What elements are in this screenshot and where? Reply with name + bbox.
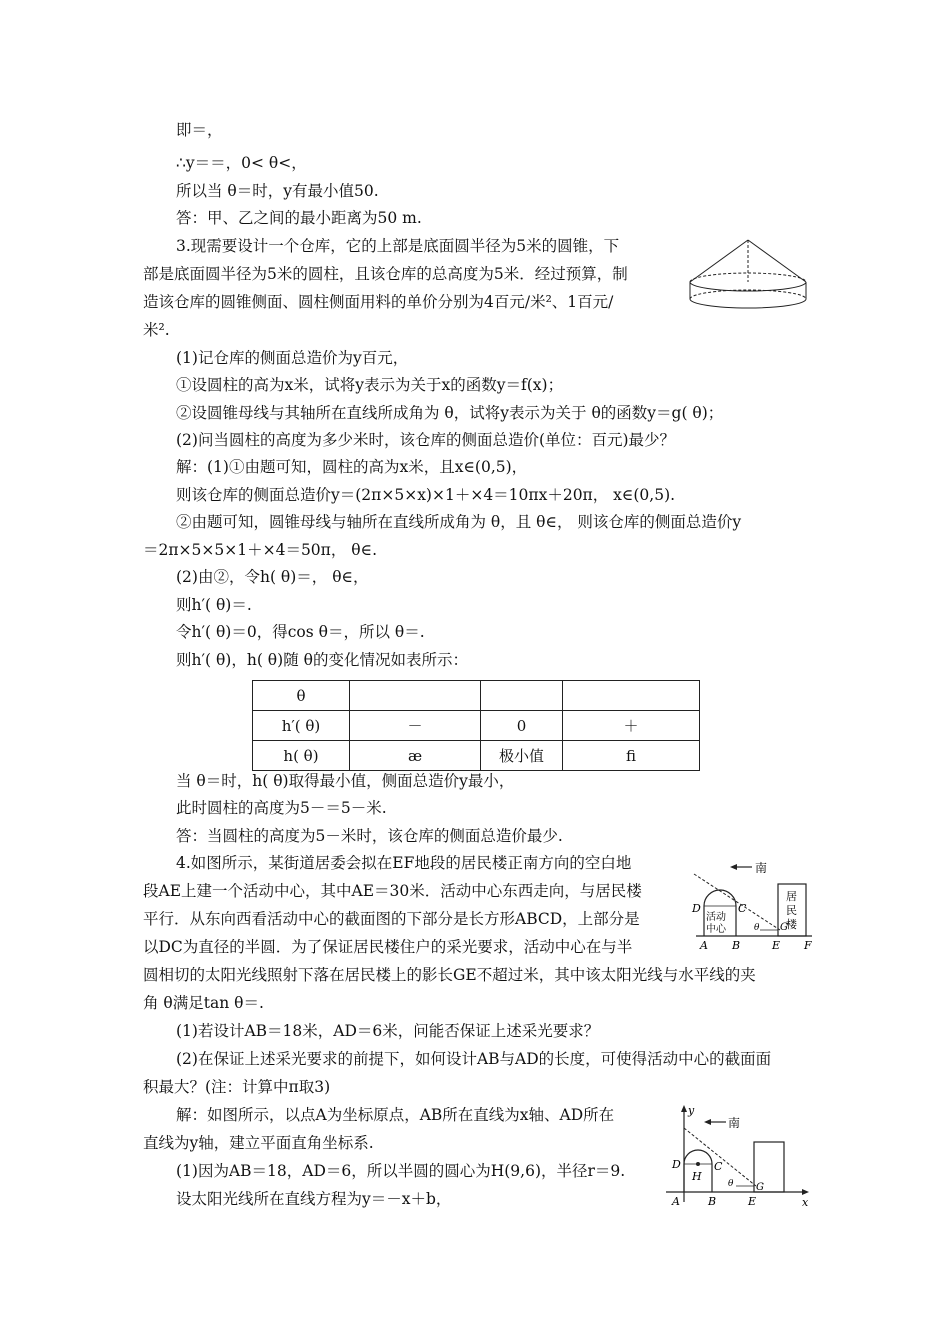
text-line: 令h′( θ)＝0，得cos θ＝，所以 θ＝. xyxy=(176,623,425,641)
text-line: ①设圆柱的高为x米，试将y表示为关于x的函数y＝f(x)； xyxy=(176,376,564,394)
label-c: C xyxy=(738,902,747,915)
bottom-ellipse xyxy=(690,299,806,308)
text-line: 此时圆柱的高度为5－＝5－米. xyxy=(176,799,387,817)
table-cell: ＋ xyxy=(563,711,700,741)
table-row xyxy=(253,741,700,771)
problem-4-line: 4.如图所示，某街道居委会拟在EF地段的居民楼正南方向的空白地 xyxy=(176,854,632,872)
label-e: E xyxy=(748,1195,757,1208)
text-line: 直线为y轴，建立平面直角坐标系. xyxy=(143,1134,374,1152)
label-b: B xyxy=(708,1195,717,1208)
text-line: 当 θ＝时，h( θ)取得最小值，侧面总造价y最小， xyxy=(176,772,515,790)
cone-side xyxy=(748,240,806,282)
south-arrow-icon xyxy=(704,1119,726,1125)
y-axis-arrow-icon xyxy=(681,1105,687,1112)
text-line: 积最大？(注：计算中π取3) xyxy=(143,1078,331,1096)
theta-label: θ xyxy=(754,923,760,933)
text-line: 解：(1)①由题可知，圆柱的高为x米，且x∈(0,5)， xyxy=(176,458,528,476)
label-g: G xyxy=(780,922,788,933)
text-line: 则h′( θ)＝. xyxy=(176,596,252,614)
theta-label: θ xyxy=(728,1179,734,1189)
text-line: 则该仓库的侧面总造价y＝(2π×5×x)×1＋×4＝10πx＋20π， x∈(0,5). xyxy=(176,486,676,504)
table-cell: θ xyxy=(253,681,350,711)
label-x: x xyxy=(802,1196,809,1209)
label-a: A xyxy=(672,1195,680,1208)
table-cell: h( θ) xyxy=(253,741,350,771)
problem-4-line: 角 θ满足tan θ＝. xyxy=(143,994,264,1012)
label-d: D xyxy=(692,902,701,915)
text-line: 所以当 θ＝时，y有最小值50. xyxy=(176,182,379,200)
warehouse-shape xyxy=(690,240,806,308)
south-label: 南 xyxy=(728,1116,741,1130)
label-c: C xyxy=(714,1160,723,1173)
base-ellipse-front xyxy=(690,282,806,291)
building-label-3: 楼 xyxy=(786,918,797,931)
text-line: 设太阳光线所在直线方程为y＝－x＋b， xyxy=(176,1190,452,1208)
text-line: (2)问当圆柱的高度为多少米时，该仓库的侧面总造价(单位：百元)最少？ xyxy=(176,431,676,449)
text-line: 答：甲、乙之间的最小距离为50 m. xyxy=(176,209,422,227)
south-label: 南 xyxy=(755,861,768,875)
activity-center-figure xyxy=(688,858,818,954)
text-line: (1)若设计AB＝18米，AD＝6米，问能否保证上述采光要求？ xyxy=(176,1022,600,1040)
text-line: (1)记仓库的侧面总造价为y百元， xyxy=(176,349,409,367)
label-b: B xyxy=(732,939,741,952)
problem-3-line: 造该仓库的圆锥侧面、圆柱侧面用料的单价分别为4百元/米²、1百元/ xyxy=(143,293,614,311)
building-label-1: 居 xyxy=(786,890,797,903)
table-cell: æ xyxy=(350,741,481,771)
table-cell: － xyxy=(350,711,481,741)
table-row xyxy=(253,681,700,711)
label-y: y xyxy=(688,1104,695,1117)
label-h: H xyxy=(692,1170,702,1183)
label-f: F xyxy=(804,939,812,952)
text-line: (2)由②，令h( θ)＝， θ∈， xyxy=(176,568,369,586)
label-g: G xyxy=(756,1182,764,1193)
x-axis-arrow-icon xyxy=(802,1189,809,1195)
table-cell xyxy=(563,681,700,711)
problem-4-line: 圆相切的太阳光线照射下落在居民楼上的影长GE不超过米，其中该太阳光线与水平线的夹 xyxy=(143,966,756,984)
center-label-1: 活动 xyxy=(706,912,726,923)
label-d: D xyxy=(672,1158,681,1171)
label-a: A xyxy=(700,939,708,952)
text-line: 答：当圆柱的高度为5－米时，该仓库的侧面总造价最少. xyxy=(176,827,563,845)
problem-4-line: 以DC为直径的半圆．为了保证居民楼住户的采光要求，活动中心在与半 xyxy=(143,938,633,956)
variation-table xyxy=(252,680,700,771)
problem-4-line: 段AE上建一个活动中心，其中AE＝30米．活动中心东西走向，与居民楼 xyxy=(143,882,642,900)
table-row xyxy=(253,711,700,741)
center-label-2: 中心 xyxy=(706,924,726,935)
text-line: ②由题可知，圆锥母线与轴所在直线所成角为 θ，且 θ∈， 则该仓库的侧面总造价y xyxy=(176,513,742,531)
table-cell: h′( θ) xyxy=(253,711,350,741)
table-cell: 极小值 xyxy=(481,741,563,771)
text-line: (1)因为AB＝18，AD＝6，所以半圆的圆心为H(9,6)，半径r＝9. xyxy=(176,1162,626,1180)
center-h-point xyxy=(696,1162,700,1166)
south-arrow-icon xyxy=(730,864,752,870)
problem-3-line: 部是底面圆半径为5米的圆柱，且该仓库的总高度为5米．经过预算，制 xyxy=(143,265,628,283)
warehouse-figure xyxy=(686,236,810,316)
table-cell: ﬁ xyxy=(563,741,700,771)
table-cell: 0 xyxy=(481,711,563,741)
text-line: 解：如图所示，以点A为坐标原点，AB所在直线为x轴、AD所在 xyxy=(176,1106,615,1124)
text-line: ＝2π×5×5×1＋×4＝50π， θ∈. xyxy=(143,541,378,559)
text-line: ∴y＝＝，0< θ<， xyxy=(176,154,307,172)
table-cell xyxy=(350,681,481,711)
text-line: 即＝， xyxy=(176,121,223,139)
text-line: (2)在保证上述采光要求的前提下，如何设计AB与AD的长度，可使得活动中心的截面面 xyxy=(176,1050,772,1068)
problem-4-line: 平行．从东向西看活动中心的截面图的下部分是长方形ABCD，上部分是 xyxy=(143,910,640,928)
problem-3-line: 米². xyxy=(143,321,170,339)
text-line: 则h′( θ)，h( θ)随 θ的变化情况如表所示： xyxy=(176,651,468,669)
building-label-2: 民 xyxy=(786,904,797,917)
problem-3-line: 3.现需要设计一个仓库，它的上部是底面圆半径为5米的圆锥，下 xyxy=(176,237,620,255)
table-cell xyxy=(481,681,563,711)
text-line: ②设圆锥母线与其轴所在直线所成角为 θ，试将y表示为关于 θ的函数y＝g( θ)； xyxy=(176,404,724,422)
coordinate-figure xyxy=(662,1102,812,1210)
cone-side xyxy=(690,240,748,282)
label-e: E xyxy=(772,939,781,952)
